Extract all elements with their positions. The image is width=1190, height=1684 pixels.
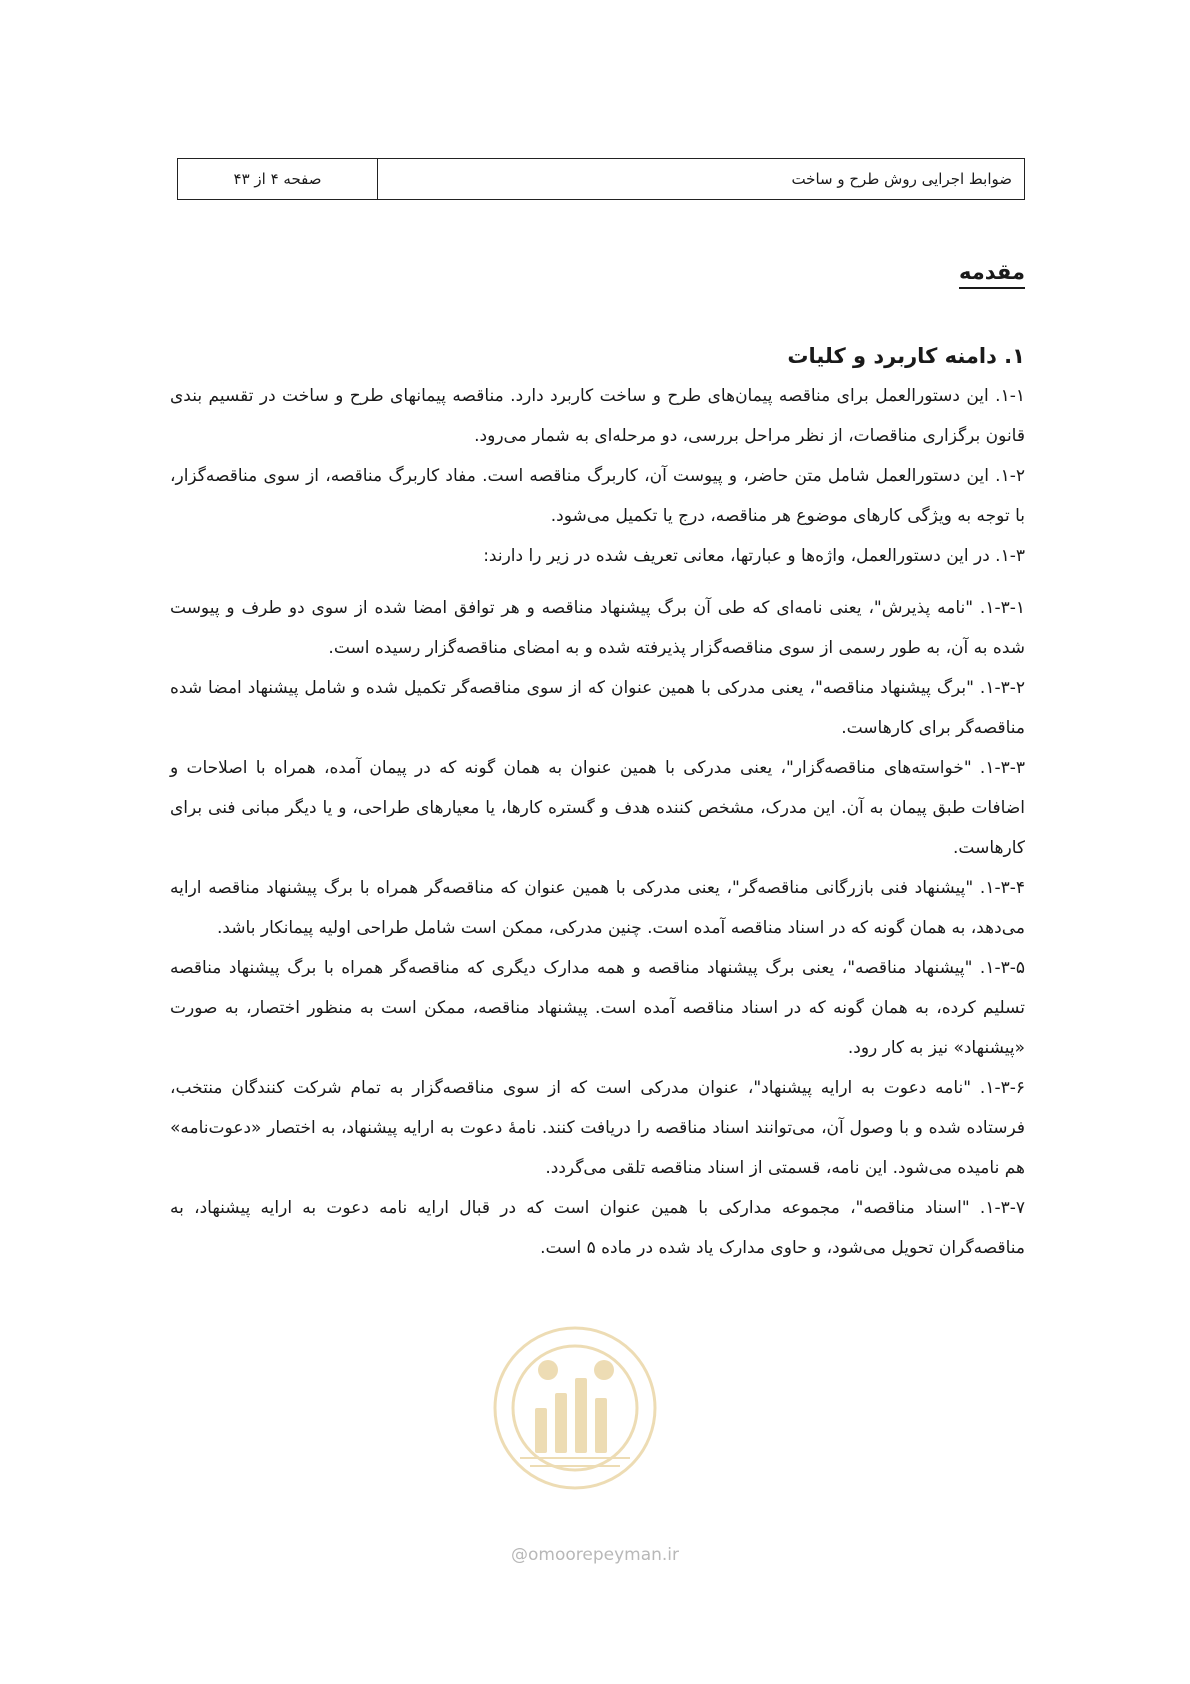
paragraph-1-3-6: ۱-۳-۶. "نامه دعوت به ارایه پیشنهاد"، عنوان مدرکی است که از سوی مناقصه‌گزار به تمام شرکت کنندگان منتخب، فرستاده شده و با وصول آن، می‌توانند اسناد مناقصه را دریافت کنند. نامهٔ دعوت به ارایه پیشنهاد، به اختصار «دعوت‌نامه» هم نامیده می‌شود. این نامه، قسمتی از اسناد مناقصه تلقی می‌گردد. bbox=[170, 1078, 1025, 1178]
paragraph-1-3: ۱-۳. در این دستورالعمل، واژه‌ها و عبارتها، معانی تعریف شده در زیر را دارند: bbox=[483, 546, 1025, 566]
page-number: صفحه ۴ از ۴۳ bbox=[178, 159, 378, 199]
watermark-logo bbox=[480, 1298, 670, 1498]
paragraph-1-3-1: ۱-۳-۱. "نامه پذیرش"، یعنی نامه‌ای که طی آن برگ پیشنهاد مناقصه و هر توافق امضا شده از سوی دو طرف و پیوست شده به آن، به طور رسمی از سوی مناقصه‌گزار پذیرفته شده و به امضای مناقصه‌گزار رسیده است. bbox=[170, 598, 1025, 658]
page-header-table bbox=[177, 158, 1025, 200]
paragraph-1-3-4: ۱-۳-۴. "پیشنهاد فنی بازرگانی مناقصه‌گر"، یعنی مدرکی با همین عنوان که مناقصه‌گر همراه با برگ پیشنهاد مناقصه ارایه می‌دهد، به همان گونه که در اسناد مناقصه آمده است. چنین مدرکی، ممکن است شامل طراحی اولیه پیمانکار باشد. bbox=[170, 878, 1025, 938]
intro-heading: مقدمه bbox=[959, 260, 1025, 284]
paragraph-1-3-5: ۱-۳-۵. "پیشنهاد مناقصه"، یعنی برگ پیشنهاد مناقصه و همه مدارک دیگری که مناقصه‌گر همراه با برگ پیشنهاد مناقصه تسلیم کرده، به همان گونه که در اسناد مناقصه آمده است. پیشنهاد مناقصه، ممکن است به منظور اختصار، به صورت «پیشنهاد» نیز به کار رود. bbox=[170, 958, 1025, 1058]
document-body bbox=[170, 250, 1025, 1268]
document-title: ضوابط اجرایی روش طرح و ساخت bbox=[791, 170, 1012, 188]
paragraph-1-3-3: ۱-۳-۳. "خواسته‌های مناقصه‌گزار"، یعنی مدرکی با همین عنوان به همان گونه که در پیمان آمده، همراه با اصلاحات و اضافات طبق پیمان به آن. این مدرک، مشخص کننده هدف و گستره کارها، یا معیارهای طراحی، و یا دیگر مبانی فنی برای کارهاست. bbox=[170, 758, 1025, 858]
paragraph-1-1: ۱-۱. این دستورالعمل برای مناقصه پیمان‌های طرح و ساخت کاربرد دارد. مناقصه پیمانهای طرح و ساخت در تقسیم بندی قانون برگزاری مناقصات، از نظر مراحل بررسی، دو مرحله‌ای به شمار می‌رود. bbox=[170, 386, 1025, 446]
section-heading: ۱. دامنه کاربرد و کلیات bbox=[787, 344, 1025, 368]
paragraph-1-3-7: ۱-۳-۷. "اسناد مناقصه"، مجموعه مدارکی با همین عنوان است که در قبال ارایه نامه دعوت به ارایه پیشنهاد، به مناقصه‌گران تحویل می‌شود، و حاوی مدارک یاد شده در ماده ۵ است. bbox=[170, 1198, 1025, 1258]
paragraph-1-3-2: ۱-۳-۲. "برگ پیشنهاد مناقصه"، یعنی مدرکی با همین عنوان که از سوی مناقصه‌گر تکمیل شده و شامل پیشنهاد امضا شده مناقصه‌گر برای کارهاست. bbox=[170, 678, 1025, 738]
paragraph-1-2: ۱-۲. این دستورالعمل شامل متن حاضر، و پیوست آن، کاربرگ مناقصه است. مفاد کاربرگ مناقصه، از سوی مناقصه‌گزار، با توجه به ویژگی کارهای موضوع هر مناقصه، درج یا تکمیل می‌شود. bbox=[170, 466, 1025, 526]
watermark-url: @omoorepeyman.ir bbox=[510, 1545, 680, 1565]
